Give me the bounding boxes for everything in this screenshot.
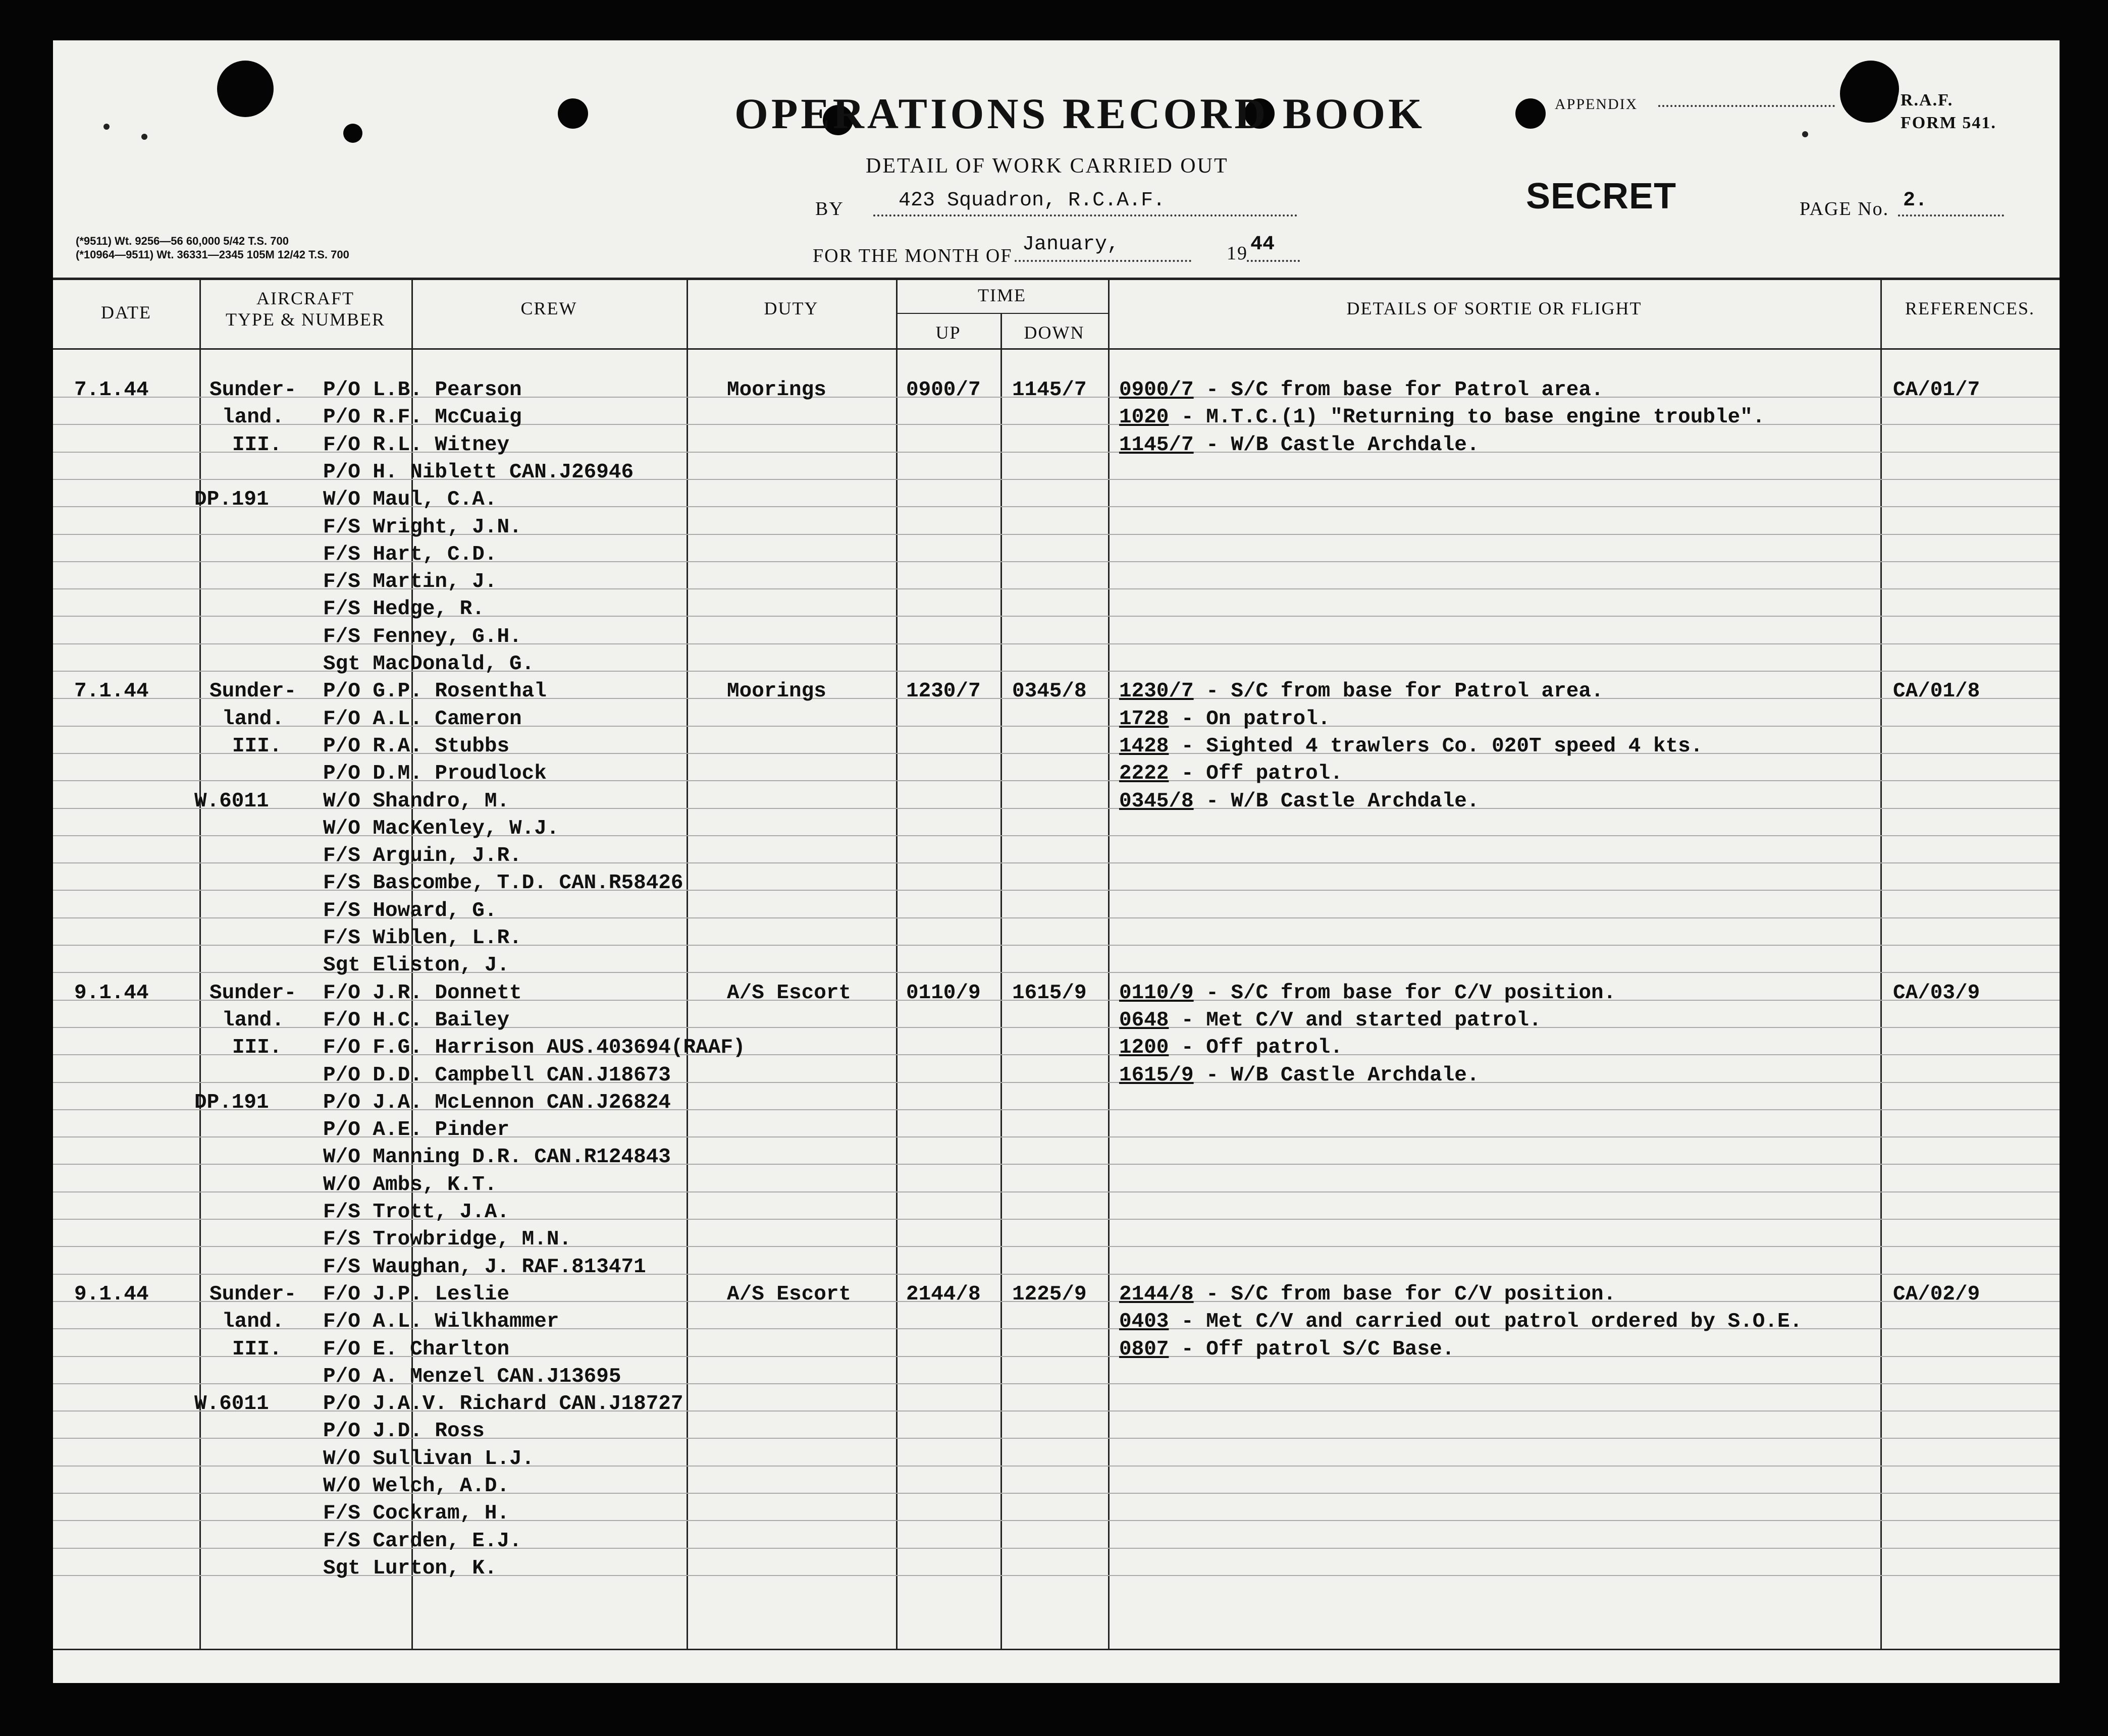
row-duty: Moorings	[727, 680, 826, 703]
detail-time: 2222	[1119, 762, 1169, 786]
row-crew: F/O F.G. Harrison AUS.403694(RAAF)	[323, 1036, 746, 1060]
detail-time: 1020	[1119, 406, 1169, 429]
row-crew: F/S Carden, E.J.	[323, 1529, 522, 1553]
by-label: BY	[815, 198, 844, 220]
row-detail	[1119, 790, 1480, 813]
row-detail	[1119, 1283, 1616, 1306]
month-label: FOR THE MONTH OF	[813, 245, 1013, 266]
page-line	[1898, 214, 2004, 216]
punch-hole	[217, 61, 274, 117]
row-crew: P/O R.A. Stubbs	[323, 734, 510, 758]
year-line	[1247, 260, 1300, 262]
record-page	[53, 40, 2060, 1683]
row-crew: F/O R.L. Witney	[323, 433, 510, 457]
row-aircraft: III.	[232, 1337, 282, 1361]
row-detail	[1119, 1310, 1802, 1333]
col-divider	[687, 278, 688, 1650]
detail-time: 1428	[1119, 734, 1169, 758]
header-bottom-border	[53, 348, 2060, 350]
detail-time: 0345/8	[1119, 789, 1194, 813]
detail-time: 0807	[1119, 1337, 1169, 1361]
row-aircraft: Sunder-	[209, 981, 297, 1005]
by-line	[873, 214, 1297, 216]
row-crew: W/O Ambs, K.T.	[323, 1173, 497, 1197]
row-detail	[1119, 680, 1604, 703]
row-time-down: 1225/9	[1012, 1282, 1087, 1306]
detail-text: - M.T.C.(1) "Returning to base engine trouble".	[1169, 406, 1765, 429]
row-aircraft: W.6011	[194, 789, 269, 813]
row-crew: W/O Maul, C.A.	[323, 488, 497, 512]
row-reference: CA/01/8	[1893, 680, 1980, 703]
row-detail	[1119, 982, 1616, 1005]
row-aircraft: land.	[222, 707, 285, 731]
table-top-border	[53, 278, 2060, 280]
detail-time: 0110/9	[1119, 981, 1194, 1005]
row-detail	[1119, 433, 1480, 457]
row-reference: CA/01/7	[1893, 378, 1980, 402]
header-time-down: DOWN	[1024, 322, 1085, 343]
row-crew: P/O D.M. Proudlock	[323, 762, 547, 786]
detail-text: - W/B Castle Archdale.	[1193, 789, 1480, 813]
print-reference-1: (*9511) Wt. 9256—56 60,000 5/42 T.S. 700	[76, 235, 289, 247]
page-value: 2.	[1903, 189, 1928, 212]
row-crew: F/S Hedge, R.	[323, 598, 485, 621]
row-detail	[1119, 1338, 1454, 1361]
month-line	[1015, 260, 1191, 262]
detail-text: - Off patrol.	[1169, 762, 1343, 786]
row-crew: F/S Fenney, G.H.	[323, 625, 522, 648]
detail-time: 1145/7	[1119, 433, 1194, 457]
punch-hole	[558, 98, 588, 129]
row-aircraft: land.	[222, 1008, 285, 1032]
punch-hole	[343, 124, 362, 143]
detail-time: 1728	[1119, 707, 1169, 731]
row-date: 9.1.44	[74, 1282, 149, 1306]
row-crew: P/O R.F. McCuaig	[323, 406, 522, 429]
row-crew: F/S Arguin, J.R.	[323, 844, 522, 868]
row-duty: A/S Escort	[727, 1282, 852, 1306]
header-crew: CREW	[520, 298, 577, 318]
row-date: 9.1.44	[74, 981, 149, 1005]
row-crew: F/S Martin, J.	[323, 570, 497, 594]
row-aircraft: III.	[232, 1036, 282, 1060]
row-aircraft: DP.191	[194, 488, 269, 512]
row-crew: F/S Waughan, J. RAF.813471	[323, 1255, 646, 1279]
row-crew: P/O D.D. Campbell CAN.J18673	[323, 1063, 671, 1087]
detail-time: 1200	[1119, 1036, 1169, 1060]
row-crew: P/O H. Niblett CAN.J26946	[323, 460, 634, 484]
row-crew: F/O H.C. Bailey	[323, 1008, 510, 1032]
row-crew: Sgt Eliston, J.	[323, 954, 510, 978]
month-value: January,	[1022, 233, 1120, 256]
detail-text: - W/B Castle Archdale.	[1193, 1063, 1480, 1087]
row-time-down: 1615/9	[1012, 981, 1087, 1005]
detail-text: - On patrol.	[1169, 707, 1331, 731]
row-crew: P/O J.A.V. Richard CAN.J18727	[323, 1392, 683, 1416]
row-date: 7.1.44	[74, 680, 149, 703]
row-duty: Moorings	[727, 378, 826, 402]
detail-time: 2144/8	[1119, 1282, 1194, 1306]
row-crew: W/O MacKenley, W.J.	[323, 817, 559, 840]
row-crew: F/S Trowbridge, M.N.	[323, 1228, 572, 1252]
speck	[103, 124, 110, 130]
row-crew: F/S Wiblen, L.R.	[323, 927, 522, 950]
row-crew: F/S Howard, G.	[323, 899, 497, 923]
header-details: DETAILS OF SORTIE OR FLIGHT	[1346, 298, 1642, 318]
year-value: 44	[1250, 233, 1275, 256]
header-time: TIME	[978, 285, 1026, 305]
row-crew: W/O Sullivan L.J.	[323, 1447, 535, 1471]
row-aircraft: W.6011	[194, 1392, 269, 1416]
row-crew: F/S Trott, J.A.	[323, 1201, 510, 1224]
row-detail	[1119, 378, 1604, 402]
row-detail	[1119, 1009, 1542, 1032]
row-crew: P/O L.B. Pearson	[323, 378, 522, 402]
header-duty: DUTY	[764, 298, 819, 318]
form-subtitle: DETAIL OF WORK CARRIED OUT	[866, 154, 1229, 178]
row-crew: P/O J.A. McLennon CAN.J26824	[323, 1091, 671, 1114]
detail-time: 0648	[1119, 1008, 1169, 1032]
row-time-up: 1230/7	[906, 680, 981, 703]
detail-text: - S/C from base for Patrol area.	[1193, 378, 1604, 402]
page-label: PAGE No.	[1800, 198, 1889, 220]
col-divider	[1880, 278, 1882, 1650]
row-date: 7.1.44	[74, 378, 149, 402]
col-divider	[1000, 313, 1002, 1650]
row-crew: F/O A.L. Wilkhammer	[323, 1310, 559, 1334]
row-crew: P/O J.D. Ross	[323, 1420, 485, 1443]
row-crew: P/O A.E. Pinder	[323, 1118, 510, 1142]
row-time-up: 0900/7	[906, 378, 981, 402]
row-aircraft: land.	[222, 1310, 285, 1334]
row-detail	[1119, 708, 1330, 731]
col-divider	[199, 278, 201, 1650]
punch-hole	[1840, 65, 1898, 123]
header-time-up: UP	[935, 322, 961, 343]
header-date: DATE	[101, 302, 151, 322]
form-number-line1: R.A.F.	[1901, 91, 1954, 110]
form-title: OPERATIONS RECORD BOOK	[734, 89, 1425, 138]
table-bottom-border	[53, 1649, 2060, 1650]
row-time-down: 0345/8	[1012, 680, 1087, 703]
row-detail	[1119, 1064, 1480, 1087]
operations-table	[53, 278, 2060, 1650]
detail-text: - S/C from base for C/V position.	[1193, 981, 1616, 1005]
detail-text: - Met C/V and started patrol.	[1169, 1008, 1542, 1032]
detail-text: - S/C from base for Patrol area.	[1193, 680, 1604, 703]
row-detail	[1119, 735, 1703, 758]
row-crew: F/O J.P. Leslie	[323, 1282, 510, 1306]
detail-time: 1230/7	[1119, 680, 1194, 703]
row-crew: Sgt MacDonald, G.	[323, 653, 535, 676]
year-prefix: 19	[1227, 243, 1248, 264]
row-crew: F/S Bascombe, T.D. CAN.R58426	[323, 872, 683, 895]
row-crew: F/O A.L. Cameron	[323, 707, 522, 731]
row-crew: P/O A. Menzel CAN.J13695	[323, 1365, 621, 1388]
appendix-line	[1658, 105, 1835, 107]
print-reference-2: (*10964—9511) Wt. 36331—2345 105M 12/42 T.S. 700	[76, 248, 349, 261]
detail-text: - Met C/V and carried out patrol ordered by S.O.E.	[1169, 1310, 1803, 1334]
col-divider	[1108, 278, 1110, 1650]
header-aircraft-type: TYPE & NUMBER	[225, 309, 386, 330]
time-subheader-border	[896, 313, 1108, 314]
detail-text: - Off patrol S/C Base.	[1169, 1337, 1455, 1361]
detail-text: - Sighted 4 trawlers Co. 020T speed 4 kts.	[1169, 734, 1703, 758]
row-aircraft: Sunder-	[209, 680, 297, 703]
speck	[1802, 131, 1808, 137]
detail-text: - W/B Castle Archdale.	[1193, 433, 1480, 457]
detail-time: 1615/9	[1119, 1063, 1194, 1087]
detail-time: 0403	[1119, 1310, 1169, 1334]
detail-text: - Off patrol.	[1169, 1036, 1343, 1060]
header-aircraft: AIRCRAFT	[256, 288, 355, 308]
row-aircraft: Sunder-	[209, 378, 297, 402]
row-aircraft: III.	[232, 433, 282, 457]
detail-time: 0900/7	[1119, 378, 1194, 402]
row-duty: A/S Escort	[727, 981, 852, 1005]
row-crew: P/O G.P. Rosenthal	[323, 680, 547, 703]
row-aircraft: DP.191	[194, 1091, 269, 1114]
row-detail	[1119, 1036, 1343, 1059]
row-crew: F/S Hart, C.D.	[323, 542, 497, 566]
row-aircraft: land.	[222, 406, 285, 429]
row-aircraft: Sunder-	[209, 1282, 297, 1306]
appendix-label: APPENDIX	[1555, 96, 1638, 113]
row-crew: W/O Shandro, M.	[323, 789, 510, 813]
header-references: REFERENCES.	[1905, 298, 2035, 318]
row-detail	[1119, 406, 1765, 429]
row-crew: F/S Wright, J.N.	[323, 515, 522, 539]
detail-text: - S/C from base for C/V position.	[1193, 1282, 1616, 1306]
row-aircraft: III.	[232, 734, 282, 758]
secret-stamp: SECRET	[1526, 176, 1677, 216]
row-crew: W/O Welch, A.D.	[323, 1475, 510, 1498]
row-time-up: 0110/9	[906, 981, 981, 1005]
squadron-value: 423 Squadron, R.C.A.F.	[899, 189, 1166, 212]
row-time-up: 2144/8	[906, 1282, 981, 1306]
form-number-line2: FORM 541.	[1901, 114, 1996, 132]
speck	[141, 134, 147, 140]
row-time-down: 1145/7	[1012, 378, 1087, 402]
row-crew: F/S Cockram, H.	[323, 1502, 510, 1526]
row-crew: Sgt Lurton, K.	[323, 1556, 497, 1580]
punch-hole	[1515, 98, 1546, 129]
row-crew: W/O Manning D.R. CAN.R124843	[323, 1146, 671, 1169]
row-crew: F/O E. Charlton	[323, 1337, 510, 1361]
row-reference: CA/02/9	[1893, 1282, 1980, 1306]
row-detail	[1119, 762, 1343, 785]
col-divider	[896, 278, 898, 1650]
row-reference: CA/03/9	[1893, 981, 1980, 1005]
row-crew: F/O J.R. Donnett	[323, 981, 522, 1005]
